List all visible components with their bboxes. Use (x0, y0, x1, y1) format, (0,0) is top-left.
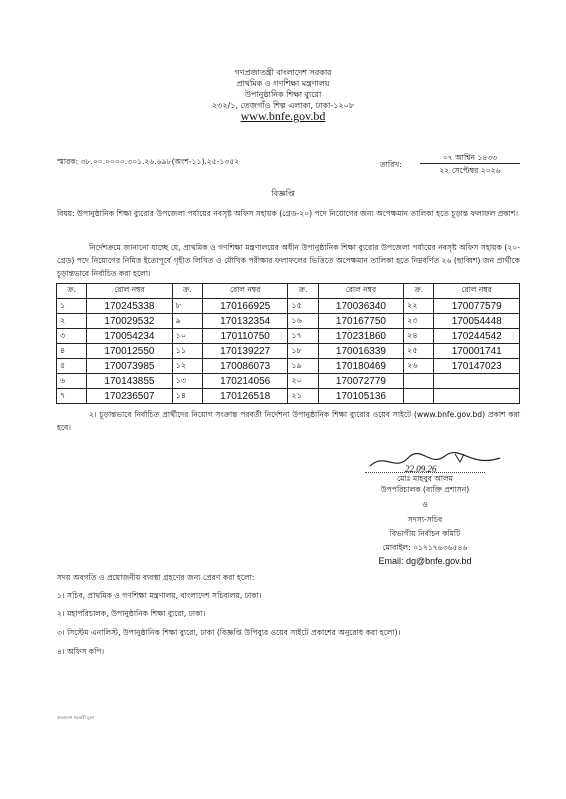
col-sl-header: ক্র. (172, 284, 202, 299)
roll-cell: 170054234 (87, 329, 172, 344)
roll-cell: 170054448 (434, 314, 520, 329)
table-row (57, 329, 520, 344)
serial-cell: ১৩ (172, 374, 202, 389)
serial-cell (404, 389, 434, 404)
email-address[interactable]: Email: dg@bnfe.gov.bd (378, 556, 472, 566)
roll-cell: 170166925 (202, 299, 287, 314)
memo-reference: স্মারক: ৩৮.০০.০০০০.৩০১.২৬.৬৯৮(অংশ-১১).২৫-১৩৫২ (57, 157, 240, 166)
roll-cell: 170086073 (202, 359, 287, 374)
signatory-role: সদস্য-সচিব (407, 515, 443, 524)
roll-cell: 170245338 (87, 299, 172, 314)
website-link[interactable]: www.bnfe.gov.bd (240, 109, 326, 123)
roll-cell (434, 389, 520, 404)
serial-cell: ১৭ (288, 329, 318, 344)
roll-cell: 170244542 (434, 329, 520, 344)
roll-cell: 170077579 (434, 299, 520, 314)
date-bangla: ০৭ আশ্বিন ১৪৩৩ (420, 152, 520, 164)
roll-cell: 170072779 (318, 374, 403, 389)
date-label: তারিখ: (380, 160, 402, 169)
serial-cell (404, 374, 434, 389)
govt-name: গণপ্রজাতন্ত্রী বাংলাদেশ সরকার (234, 68, 332, 77)
serial-cell: ২১ (288, 389, 318, 404)
serial-cell: ৬ (57, 374, 87, 389)
serial-cell: ২০ (288, 374, 318, 389)
roll-cell: 170132354 (202, 314, 287, 329)
header-block (0, 67, 566, 122)
roll-cell: 170236507 (87, 389, 172, 404)
serial-cell: ১৪ (172, 389, 202, 404)
bureau-name: উপানুষ্ঠানিক শিক্ষা ব্যুরো (244, 90, 322, 99)
roll-cell: 170029532 (87, 314, 172, 329)
serial-cell: ৪ (57, 344, 87, 359)
date-english: ২২ সেপ্টেম্বর ২০২৬ (439, 166, 501, 175)
serial-cell: ৩ (57, 329, 87, 344)
committee-name: বিভাগীয় নির্বাচন কমিটি (389, 529, 461, 538)
roll-cell: 170126518 (202, 389, 287, 404)
notice-title: বিজ্ঞপ্তি (271, 189, 295, 198)
serial-cell: ২৫ (404, 344, 434, 359)
followup-paragraph: ২। চূড়ান্তভাবে নির্বাচিত প্রার্থীদের নিয়োগ সংক্রান্ত পরবর্তী নির্দেশনা উপানুষ্ঠানিক শিক্ষা ব্যুরোর ওয়েব সাইটে (www.bnfe.gov.bd) প্রকাশ করা হবে। (57, 410, 520, 432)
table-row (57, 344, 520, 359)
distribution-intro: সদয় অবগতি ও প্রয়োজনীয় ব্যবস্থা গ্রহণের জন্য প্রেরণ করা হলো: (57, 573, 255, 582)
serial-cell: ২৬ (404, 359, 434, 374)
col-sl-header: ক্র. (57, 284, 87, 299)
serial-cell: ৭ (57, 389, 87, 404)
signatory-and: ও (422, 500, 428, 509)
col-sl-header: ক্র. (404, 284, 434, 299)
roll-cell: 170139227 (202, 344, 287, 359)
distribution-item: ৪। অফিস কপি। (57, 647, 105, 656)
roll-table (56, 283, 520, 404)
roll-cell: 170016339 (318, 344, 403, 359)
roll-cell (434, 374, 520, 389)
signature-date: 22.09.26 (405, 464, 437, 474)
serial-cell: ১৮ (288, 344, 318, 359)
serial-cell: ২২ (404, 299, 434, 314)
serial-cell: ১০ (172, 329, 202, 344)
table-row (57, 359, 520, 374)
address: ২৩২/১, তেজগাঁও শিল্প এলাকা, ঢাকা-১২০৮ (211, 101, 355, 110)
serial-cell: ৯ (172, 314, 202, 329)
serial-cell: ১৬ (288, 314, 318, 329)
signature-scribble (360, 450, 520, 474)
roll-cell: 170143855 (87, 374, 172, 389)
signatory-name: মোঃ মাহবুব আলম (365, 472, 485, 484)
roll-cell: 170073985 (87, 359, 172, 374)
distribution-item: ২। মহাপরিচালক, উপানুষ্ঠানিক শিক্ষা ব্যুরো, ঢাকা। (57, 609, 206, 618)
serial-cell: ২ (57, 314, 87, 329)
ministry-name: প্রাথমিক ও গণশিক্ষা মন্ত্রণালয় (236, 79, 330, 88)
serial-cell: ২৩ (404, 314, 434, 329)
col-roll-header: রোল নম্বর (434, 284, 520, 299)
signatory-designation: উপপরিচালক (ব্যক্তি প্রশাসন) (380, 485, 470, 494)
subject-line: বিষয়: উপানুষ্ঠানিক শিক্ষা ব্যুরোর উপজেলা পর্যায়ের নবসৃষ্ট অফিস সহায়ক (গ্রেড-২০) পদে নিয়োগের জন্য অপেক্ষমান তালিকা হতে চূড়ান্ত ফলাফল প্রকাশ। (57, 209, 519, 218)
serial-cell: ৮ (172, 299, 202, 314)
col-sl-header: ক্র. (288, 284, 318, 299)
roll-cell: 170231860 (318, 329, 403, 344)
roll-cell: 170001741 (434, 344, 520, 359)
distribution-item: ১। সচিব, প্রাথমিক ও গণশিক্ষা মন্ত্রণালয়, বাংলাদেশ সচিবালয়, ঢাকা। (57, 591, 262, 600)
mobile-number: মোবাইল: ০১৭১৭৬৩৬৫৪৬ (382, 543, 468, 552)
serial-cell: ১৫ (288, 299, 318, 314)
col-roll-header: রোল নম্বর (202, 284, 287, 299)
serial-cell: ১১ (172, 344, 202, 359)
roll-cell: 170167750 (318, 314, 403, 329)
roll-cell: 170214056 (202, 374, 287, 389)
roll-cell: 170012550 (87, 344, 172, 359)
table-header-row (57, 284, 520, 299)
serial-cell: ৫ (57, 359, 87, 374)
serial-cell: ২৪ (404, 329, 434, 344)
table-row (57, 299, 520, 314)
table-row (57, 389, 520, 404)
col-roll-header: রোল নম্বর (87, 284, 172, 299)
body-paragraph: নির্দেশক্রমে জানানো যাচ্ছে যে, প্রাথমিক ও গণশিক্ষা মন্ত্রণালয়ের অধীন উপানুষ্ঠানিক শিক্ষা ব্যুরোর উপজেলা পর্যায়ের নবসৃষ্ট অফিস সহায়ক (২০-গ্রেড) পদে নিয়োগের নিমিত্ত ইতোপূর্বে গৃহীত লিখিত ও মৌখিক পরীক্ষার ফলাফলের ভিত্তিতে অপেক্ষমান তালিকা হতে নিম্নবর্ণিত ২৬ (ছাব্বিশ) জন প্রার্থীকে চূড়ান্তভাবে নির্বাচিত করা হলো। (57, 243, 520, 278)
roll-cell: 170110750 (202, 329, 287, 344)
table-row (57, 314, 520, 329)
roll-cell: 170180469 (318, 359, 403, 374)
serial-cell: ১ (57, 299, 87, 314)
roll-cell: 170147023 (434, 359, 520, 374)
col-roll-header: রোল নম্বর (318, 284, 403, 299)
serial-cell: ১২ (172, 359, 202, 374)
distribution-item: ৩। সিস্টেম এনালিস্ট, উপানুষ্ঠানিক শিক্ষা ব্যুরো, ঢাকা (বিজ্ঞপ্তি উপিব্যুর ওয়েব সাইটে প্রকাশের অনুরোধ করা হলো)। (57, 628, 401, 637)
table-row (57, 374, 520, 389)
roll-cell: 170036340 (318, 299, 403, 314)
serial-cell: ১৯ (288, 359, 318, 374)
roll-cell: 170105136 (318, 389, 403, 404)
printer-imprint: বাংলাদেশ সরকারী মুদ্রণ (57, 715, 95, 720)
